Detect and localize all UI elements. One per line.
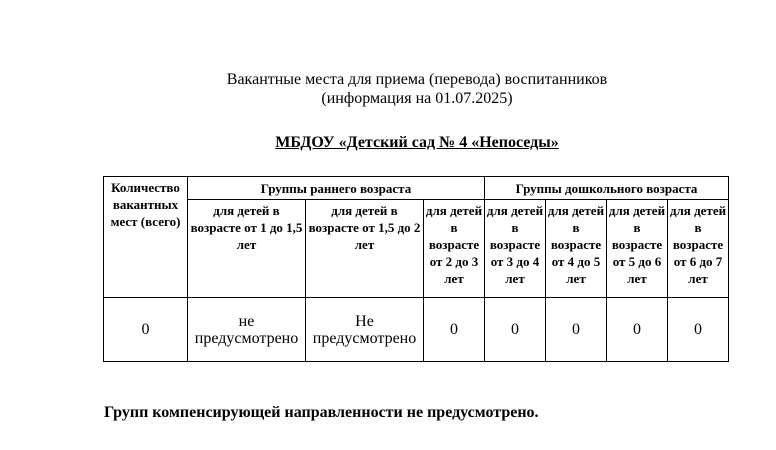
organization-name: МБДОУ «Детский сад № 4 «Непоседы» (275, 134, 559, 151)
subheader-age-5-6: для детей в возрасте от 5 до 6 лет (607, 200, 668, 298)
vacancies-table (103, 176, 729, 362)
cell-age-6-7: 0 (668, 298, 729, 362)
cell-age-3-4: 0 (485, 298, 546, 362)
title-line-2: (информация на 01.07.2025) (321, 90, 513, 107)
cell-age-5-6: 0 (607, 298, 668, 362)
subheader-age-6-7: для детей в возрасте от 6 до 7 лет (668, 200, 729, 298)
header-early-age-groups: Группы раннего возраста (188, 177, 485, 200)
cell-age-4-5: 0 (546, 298, 607, 362)
cell-age-1-1.5: не предусмотрено (188, 298, 306, 362)
page-title (0, 70, 776, 108)
cell-age-1.5-2: Не предусмотрено (306, 298, 424, 362)
table-row (104, 298, 729, 362)
subheader-age-1.5-2: для детей в возрасте от 1,5 до 2 лет (306, 200, 424, 298)
subheader-age-1-1.5: для детей в возрасте от 1 до 1,5 лет (188, 200, 306, 298)
title-line-1: Вакантные места для приема (перевода) воспитанников (226, 71, 608, 88)
subheader-age-4-5: для детей в возрасте от 4 до 5 лет (546, 200, 607, 298)
header-preschool-groups: Группы дошкольного возраста (485, 177, 729, 200)
header-total-vacancies: Количество вакантных мест (всего) (104, 177, 188, 298)
subheader-age-2-3: для детей в возрасте от 2 до 3 лет (424, 200, 485, 298)
footer-note: Групп компенсирующей направленности не предусмотрено. (104, 404, 539, 421)
subheader-age-3-4: для детей в возрасте от 3 до 4 лет (485, 200, 546, 298)
cell-total: 0 (104, 298, 188, 362)
cell-age-2-3: 0 (424, 298, 485, 362)
